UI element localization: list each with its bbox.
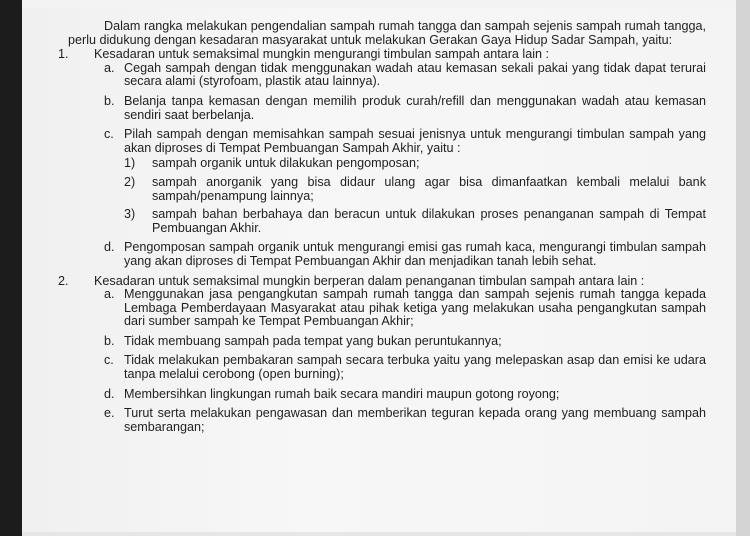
item-heading: Kesadaran untuk semaksimal mungkin mengurangi timbulan sampah antara lain : [94,47,550,62]
top-edge [22,0,736,8]
left-dark-border [0,0,22,536]
sub-list [94,288,706,434]
nested-list-item [124,157,706,171]
sub-text: Pengomposan sampah organik untuk mengurangi emisi gas rumah kaca, mengurangi timbulan sampah yang akan diproses di Tempat Pembuangan Akhir dan menjadikan tanah lebih sehat. [124,240,706,268]
main-list-item [58,275,706,435]
nested-list-item [124,176,706,203]
document-body [58,20,706,440]
sub-text: Membersihkan lingkungan rumah baik secara mandiri maupun gotong royong; [124,386,560,401]
main-list [58,48,706,434]
sub-list-item [94,95,706,122]
sub-text: Belanja tanpa kemasan dengan memilih produk curah/refill dan menggunakan wadah atau kemasan sendiri saat berbelanja. [124,93,706,122]
main-list-item [58,48,706,268]
item-number: 1. [58,47,69,62]
sub-text: Turut serta melakukan pengawasan dan memberikan teguran kepada orang yang membuang sampah sembarangan; [124,406,706,434]
item-number: 2. [58,273,69,288]
sub-list-item [94,335,706,349]
sub-letter: e. [104,406,115,421]
sub-letter: d. [104,240,115,255]
sub-text: Menggunakan jasa pengangkutan sampah rumah tangga dan sampah sejenis rumah tangga kepada Lembaga Pemberdayaan Masyarakat atau pihak ketiga yang melakukan usaha pengangkutan sampah dari sumber sampah ke Tempat Pembuangan Akhir; [124,287,706,329]
sub-letter: b. [104,333,115,348]
sub-list-item [94,241,706,268]
sub-text: Tidak melakukan pembakaran sampah secara terbuka yaitu yang melepaskan asap dan emisi ke udara tanpa melalui cerobong (open burning); [124,353,706,382]
sub-list-item [94,288,706,329]
nested-text: sampah bahan berbahaya dan beracun untuk dilakukan proses penanganan sampah di Tempat Pembuangan Akhir. [152,207,706,235]
sub-letter: c. [104,127,114,142]
sub-text: Tidak membuang sampah pada tempat yang bukan peruntukannya; [124,333,502,348]
sub-letter: a. [104,287,115,302]
sub-text: Pilah sampah dengan memisahkan sampah sesuai jenisnya untuk mengurangi timbulan sampah yang akan diproses di Tempat Pembuangan Sampah Akhir, yaitu : [124,127,706,155]
nested-text: sampah anorganik yang bisa didaur ulang agar bisa dimanfaatkan kembali melalui bank sampah/penampung lainnya; [152,174,706,203]
sub-letter: d. [104,386,115,401]
sub-list-item [94,354,706,381]
nested-list-item [124,208,706,235]
nested-number: 3) [124,207,136,222]
bottom-edge [22,532,736,536]
sub-list-item [94,388,706,402]
sub-letter: b. [104,93,115,108]
sub-list-item [94,407,706,434]
item-heading: Kesadaran untuk semaksimal mungkin berperan dalam penanganan timbulan sampah antara lain : [94,273,645,288]
intro-paragraph: Dalam rangka melakukan pengendalian sampah rumah tangga dan sampah sejenis sampah rumah tangga, perlu didukung dengan kesadaran masyarakat untuk melakukan Gerakan Gaya Hidup Sadar Sampah, yaitu: [68,19,706,47]
sub-list-item [94,128,706,235]
nested-number: 2) [124,174,136,189]
nested-text: sampah organik untuk dilakukan pengomposan; [152,156,420,171]
nested-list [124,157,706,235]
sub-letter: a. [104,60,115,75]
nested-number: 1) [124,156,136,171]
sub-letter: c. [104,353,114,368]
sub-list-item [94,62,706,89]
sub-list [94,62,706,269]
sub-text: Cegah sampah dengan tidak menggunakan wadah atau kemasan sekali pakai yang tidak dapat terurai secara alami (styrofoam, plastik atau lainnya). [124,60,706,89]
right-edge [736,0,750,536]
